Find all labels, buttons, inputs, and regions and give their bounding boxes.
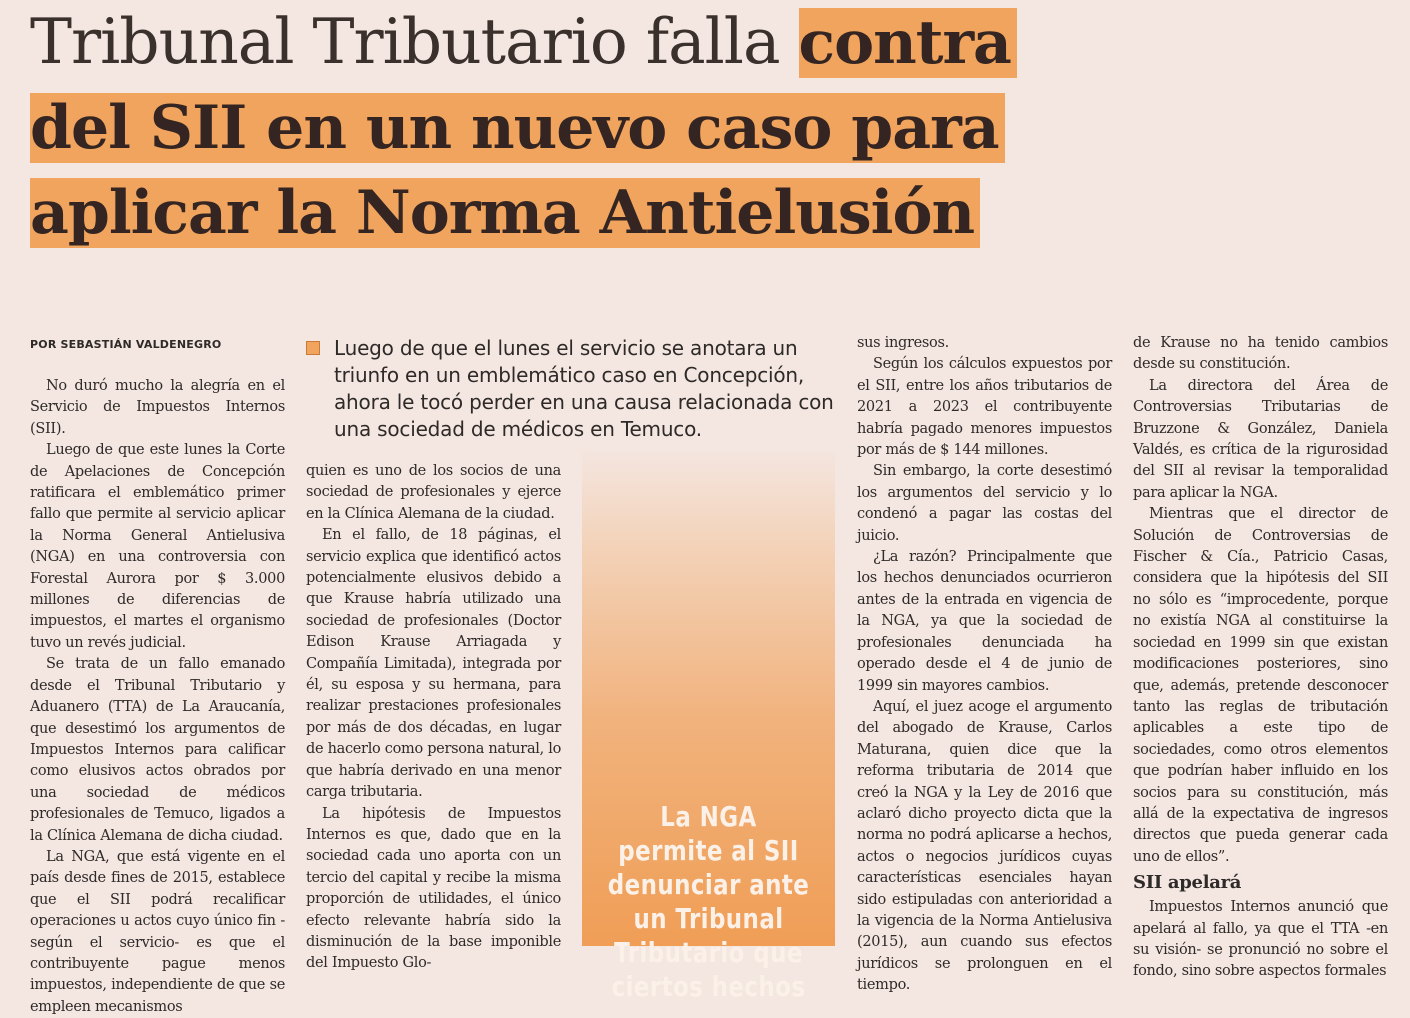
paragraph: Aquí, el juez acoge el argumento del abogado de Krause, Carlos Maturana, quien dice que la reforma tributaria de 2014 que creó la NGA y la Ley de 2016 que aclaró dicho proyecto dicta que la norma no podrá aplicarse a hechos, actos o negocios jurídicos cuyas características esenciales hayan sido estipuladas con anterioridad a la vigencia de la Norma Antielusiva (2015), aun cuando sus efectos jurídicos se prolonguen en el tiempo. <box>857 698 1112 994</box>
article-column-1 <box>30 376 285 1018</box>
paragraph: Según los cálculos expuestos por el SII, entre los años tributarios de 2021 a 2023 el contribuyente habría pagado menores impuestos por más de $ 144 millones. <box>857 356 1112 459</box>
article-column-2 <box>306 461 561 975</box>
byline: POR SEBASTIÁN VALDENEGRO <box>30 338 222 351</box>
orange-square-icon <box>306 341 320 355</box>
paragraph: En el fallo, de 18 páginas, el servicio explica que identificó actos potencialmente elusivos debido a que Krause habría utilizado una sociedad de profesionales (Doctor Edison Krause Arriagada y Compañía Limitada), integrada por él, su esposa y su hermana, para realizar prestaciones profesionales por más de dos décadas, en lugar de hacerlo como persona natural, lo que habría derivado en una menor carga tributaria. <box>306 527 562 801</box>
paragraph: sus ingresos. <box>857 335 949 351</box>
headline <box>30 4 1130 260</box>
article-column-3 <box>857 333 1112 997</box>
paragraph: Impuestos Internos anunció que apelará al fallo, ya que el TTA -en su visión- se pronunció no sobre el fondo, sino sobre aspectos formales <box>1133 899 1388 980</box>
paragraph: La directora del Área de Controversias Tributarias de Bruzzone & González, Daniela Valdés, es crítica de la rigurosidad del SII al revisar la temporalidad para aplicar la NGA. <box>1133 377 1388 501</box>
pullquote-text: La NGA permite al SII denunciar ante un Tribunal Tributario que ciertos hechos <box>607 800 810 1003</box>
paragraph: de Krause no ha tenido cambios desde su constitución. <box>1133 335 1388 373</box>
paragraph: La hipótesis de Impuestos Internos es que, dado que en la sociedad cada uno aporta con un tercio del capital y recibe la misma proporción de utilidades, el único efecto relevante habría sido la disminución de la base imponible del Impuesto Glo- <box>306 805 561 972</box>
section-subhead: SII apelará <box>1133 872 1242 894</box>
paragraph: quien es uno de los socios de una sociedad de profesionales y ejerce en la Clínica Alemana de la ciudad. <box>306 463 561 522</box>
paragraph: Mientras que el director de Solución de Controversias de Fischer & Cía., Patricio Casas, considera que la hipótesis del SII no sólo es “improcedente, porque no existía NGA al constituirse la sociedad en 1999 sin que existan modificaciones posteriores, sino que, además, pretende desconocer tanto las reglas de tributación aplicables a este tipo de sociedades, como otros elementos que podrían haber influido en los socios para su constitución, más allá de la expectativa de ingresos directos que pueda generar cada uno de ellos”. <box>1133 506 1388 865</box>
headline-highlighted-part: contra del SII en un nuevo caso para aplicar la Norma Antielusión <box>30 8 1017 248</box>
pullquote-box <box>582 448 835 1003</box>
article-column-4 <box>1133 333 1388 983</box>
paragraph: Luego de que este lunes la Corte de Apelaciones de Concepción ratificara el emblemático primer fallo que permite al servicio aplicar la Norma General Antielusiva (NGA) en una controversia con Forestal Aurora por $ 3.000 millones de diferencias de impuestos, el martes el organismo tuvo un revés judicial. <box>30 442 285 651</box>
paragraph: No duró mucho la alegría en el Servicio de Impuestos Internos (SII). <box>30 378 285 437</box>
headline-light-part: Tribunal Tributario falla <box>30 5 799 78</box>
lead-paragraph <box>306 335 841 443</box>
lead-text: Luego de que el lunes el servicio se anotara un triunfo en un emblemático caso en Concepción, ahora le tocó perder en una causa relacionada con una sociedad de médicos en Temuco. <box>334 336 834 441</box>
paragraph: Sin embargo, la corte desestimó los argumentos del servicio y lo condenó a pagar las costas del juicio. <box>857 463 1112 544</box>
paragraph: La NGA, que está vigente en el país desde fines de 2015, establece que el SII podrá recalificar operaciones u actos cuyo único fin -según el servicio- es que el contribuyente pague menos impuestos, independiente de que se empleen mecanismos <box>30 848 285 1015</box>
paragraph: Se trata de un fallo emanado desde el Tribunal Tributario y Aduanero (TTA) de La Araucanía, que desestimó los argumentos de Impuestos Internos para calificar como elusivos actos obrados por una sociedad de médicos profesionales de Temuco, ligados a la Clínica Alemana de dicha ciudad. <box>30 656 285 844</box>
paragraph: ¿La razón? Principalmente que los hechos denunciados ocurrieron antes de la entrada en vigencia de la NGA, ya que la sociedad de profesionales denunciada ha operado desde el 4 de junio de 1999 sin mayores cambios. <box>857 549 1112 694</box>
